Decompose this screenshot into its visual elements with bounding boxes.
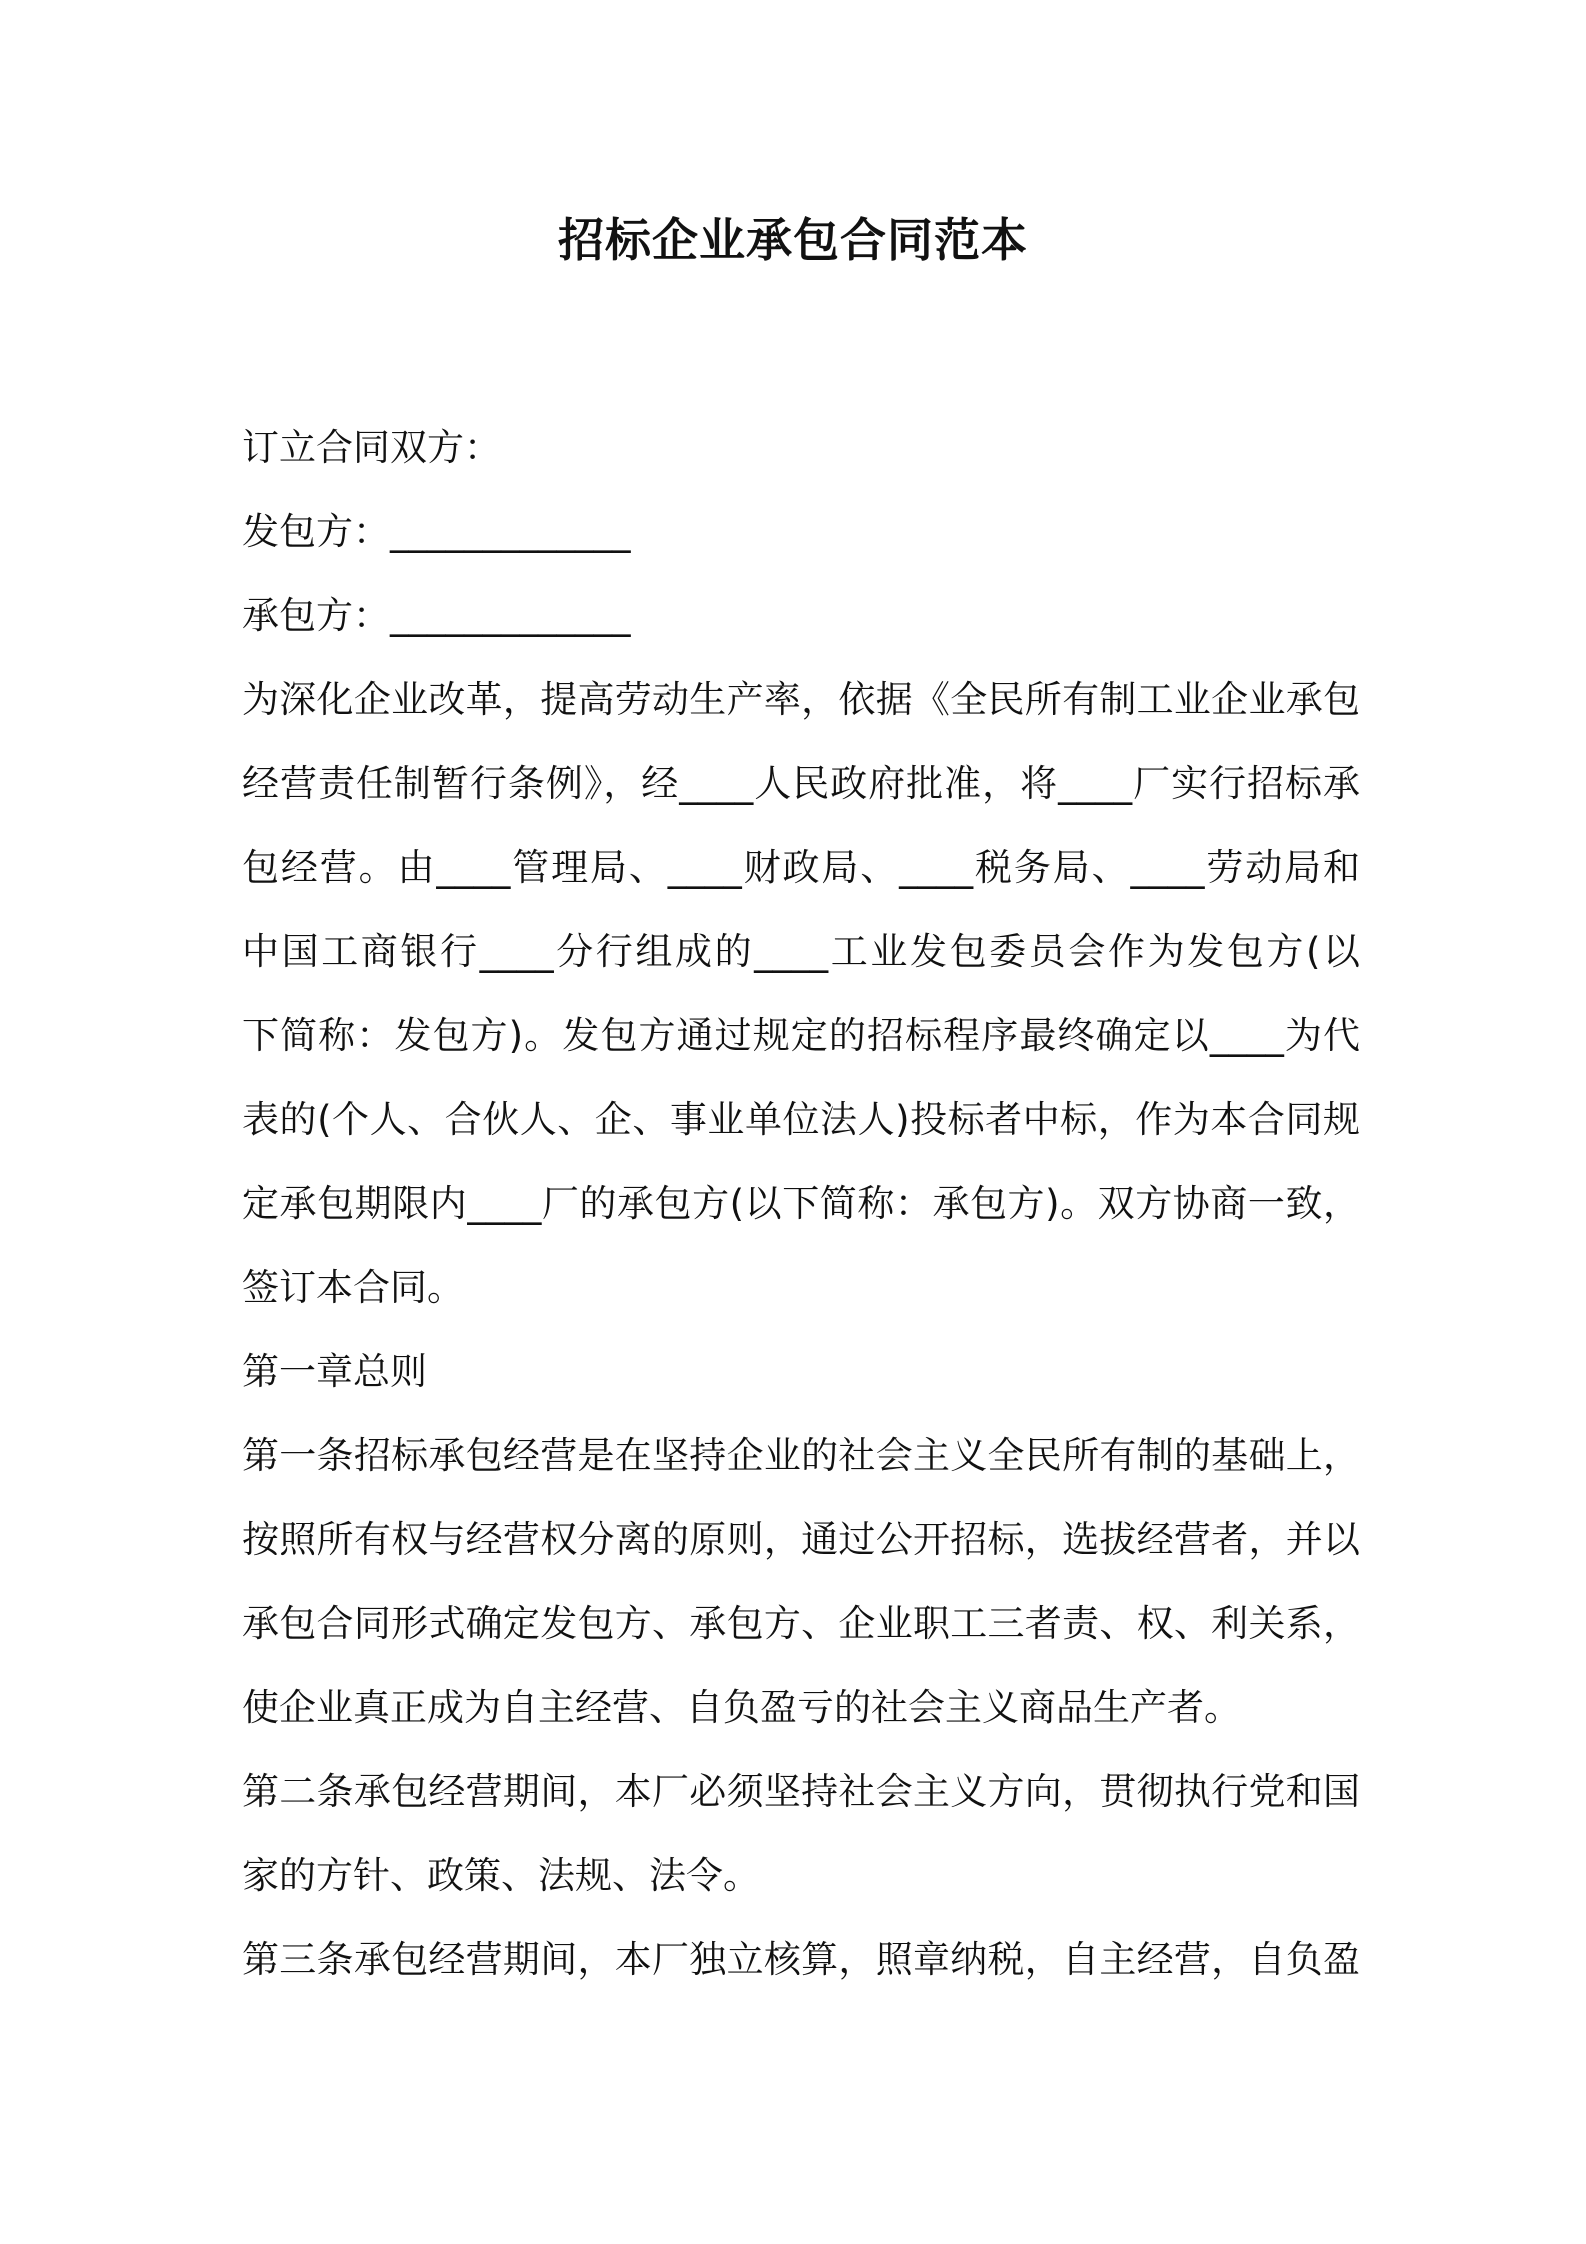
employer-line: 发包方：_____________: [242, 510, 631, 553]
article-line: 第三条承包经营期间，本厂独立核算，照章纳税，自主经营，自负盈: [242, 1938, 1360, 1981]
preamble-line: 表的(个人、合伙人、企、事业单位法人)投标者中标，作为本合同规: [242, 1098, 1360, 1141]
contractor-line: 承包方：_____________: [242, 594, 631, 637]
preamble-line: 签订本合同。: [242, 1266, 464, 1309]
preamble-line: 中国工商银行____分行组成的____工业发包委员会作为发包方(以: [242, 930, 1360, 973]
document-title: 招标企业承包合同范本: [558, 213, 1028, 267]
parties-heading: 订立合同双方：: [242, 426, 501, 469]
article-line: 第二条承包经营期间，本厂必须坚持社会主义方向，贯彻执行党和国: [242, 1770, 1360, 1813]
preamble-line: 定承包期限内____厂的承包方(以下简称：承包方)。双方协商一致，: [242, 1182, 1360, 1225]
article-line: 承包合同形式确定发包方、承包方、企业职工三者责、权、利关系，: [242, 1602, 1360, 1645]
preamble-line: 为深化企业改革，提高劳动生产率，依据《全民所有制工业企业承包: [242, 678, 1360, 721]
document-body: [242, 406, 1360, 2002]
preamble-line: 下简称：发包方)。发包方通过规定的招标程序最终确定以____为代: [242, 1014, 1360, 1057]
article-line: 使企业真正成为自主经营、自负盈亏的社会主义商品生产者。: [242, 1686, 1241, 1729]
preamble-line: 经营责任制暂行条例》，经____人民政府批准，将____厂实行招标承: [242, 762, 1360, 805]
article-line: 家的方针、政策、法规、法令。: [242, 1854, 760, 1897]
article-line: 第一条招标承包经营是在坚持企业的社会主义全民所有制的基础上，: [242, 1434, 1360, 1477]
article-line: 按照所有权与经营权分离的原则，通过公开招标，选拔经营者，并以: [242, 1518, 1360, 1561]
chapter-heading: 第一章总则: [242, 1350, 427, 1393]
preamble-line: 包经营。由____管理局、____财政局、____税务局、____劳动局和: [242, 846, 1360, 889]
